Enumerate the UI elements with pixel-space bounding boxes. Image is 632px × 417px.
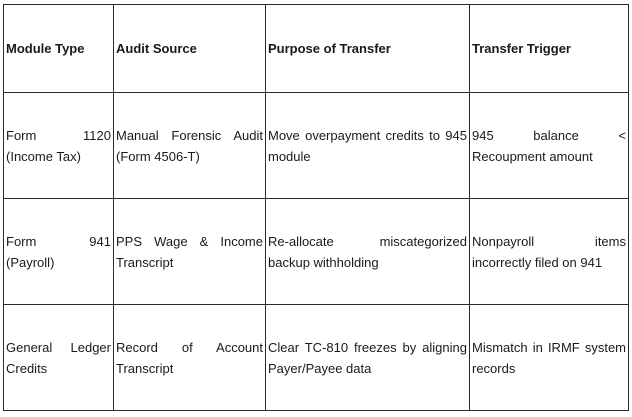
- cell-audit-source: Record of Account Transcript: [114, 305, 266, 411]
- table-row: [4, 199, 629, 305]
- cell-module-type: Form 1120 (Income Tax): [4, 93, 114, 199]
- cell-purpose-of-transfer: Clear TC-810 freezes by aligning Payer/Payee data: [266, 305, 470, 411]
- header-audit-source: Audit Source: [114, 5, 266, 93]
- transfer-table: [3, 4, 629, 411]
- table-row: [4, 305, 629, 411]
- cell-transfer-trigger: Mismatch in IRMF system records: [470, 305, 629, 411]
- table-header-row: [4, 5, 629, 93]
- cell-transfer-trigger: 945 balance < Recoupment amount: [470, 93, 629, 199]
- cell-purpose-of-transfer: Re-allocate miscategorized backup withholding: [266, 199, 470, 305]
- cell-audit-source: PPS Wage & Income Transcript: [114, 199, 266, 305]
- cell-audit-source: Manual Forensic Audit (Form 4506-T): [114, 93, 266, 199]
- cell-purpose-of-transfer: Move overpayment credits to 945 module: [266, 93, 470, 199]
- cell-module-type: General Ledger Credits: [4, 305, 114, 411]
- header-purpose-of-transfer: Purpose of Transfer: [266, 5, 470, 93]
- cell-module-type: Form 941 (Payroll): [4, 199, 114, 305]
- header-transfer-trigger: Transfer Trigger: [470, 5, 629, 93]
- table-row: [4, 93, 629, 199]
- cell-transfer-trigger: Nonpayroll items incorrectly filed on 941: [470, 199, 629, 305]
- header-module-type: Module Type: [4, 5, 114, 93]
